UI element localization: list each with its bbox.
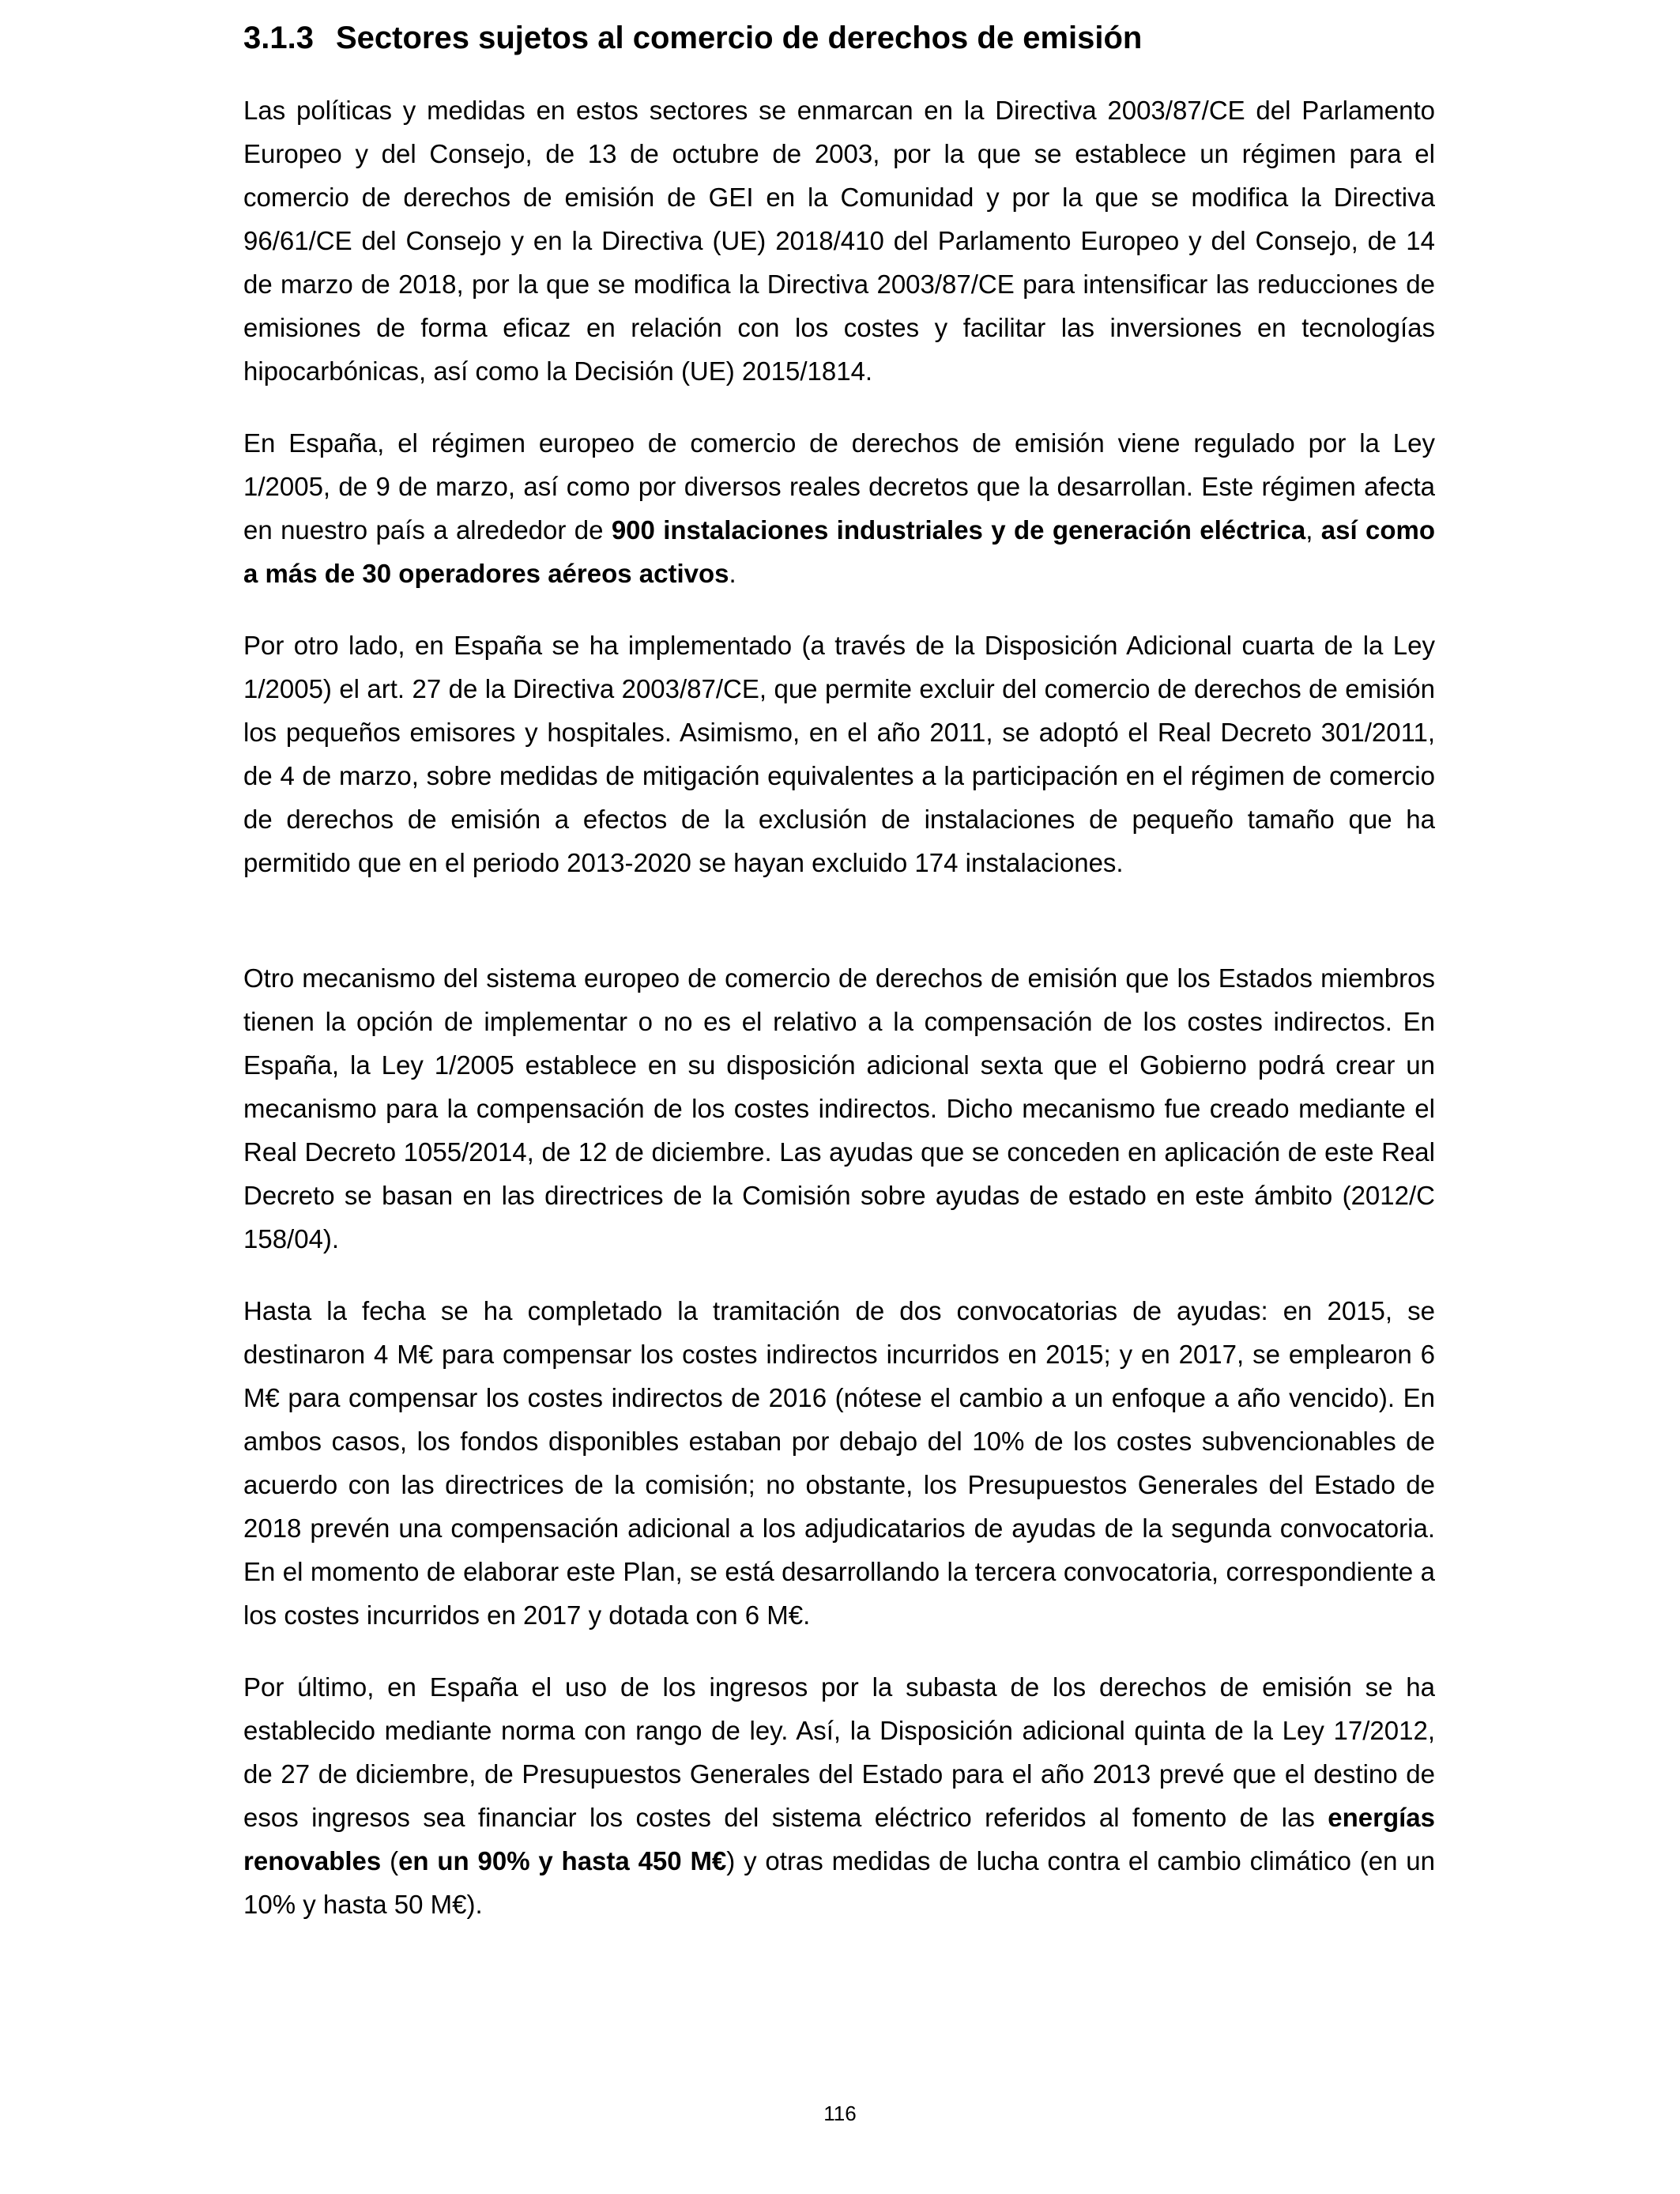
bold-renewables-share: en un 90% y hasta 450 M€ [398,1846,727,1875]
paragraph-text: Por último, en España el uso de los ingresos por la subasta de los derechos de emisión se ha establecido mediante norma con rango de ley. Así, la Disposición adicional quinta de la Ley 17/2012, de 27 de diciembre, de Presupuestos Generales del Estado para el año 2013 prevé que el destino de esos ingresos sea financiar los costes del sistema eléctrico referidos al fomento de las [243,1672,1435,1832]
paragraph-aid-calls: Hasta la fecha se ha completado la tramitación de dos convocatorias de ayudas: en 2015, se destinaron 4 M€ para compensar los costes indirectos incurridos en 2015; y en 2017, se emplearon 6 M€ para compensar los costes indirectos de 2016 (nótese el cambio a un enfoque a año vencido). En ambos casos, los fondos disponibles estaban por debajo del 10% de los costes subvencionables de acuerdo con las directrices de la comisión; no obstante, los Presupuestos Generales del Estado de 2018 prevén una compensación adicional a los adjudicatarios de ayudas de la segunda convocatoria. En el momento de elaborar este Plan, se está desarrollando la tercera convocatoria, correspondiente a los costes incurridos en 2017 y dotada con 6 M€. [243,1296,1435,1630]
section-number: 3.1.3 [243,21,314,55]
paragraph-auction-revenue [243,1665,1435,1926]
paragraph-text: , [1305,515,1321,545]
paragraph-text: ( [381,1846,399,1875]
paragraph-text: . [729,559,736,588]
section-title: Sectores sujetos al comercio de derechos de emisión [335,21,1143,55]
paragraph-text: En España, el régimen europeo de comercio de derechos de emisión viene regulado por la Ley 1/2005, de 9 de marzo, así como por diversos reales decretos que la desarrollan. Este régimen afecta en nuestro país a alrededor de [243,428,1435,545]
bold-renewables: energías renovables [243,1803,1435,1875]
paragraph-indirect-costs: Otro mecanismo del sistema europeo de comercio de derechos de emisión que los Estados miembros tienen la opción de implementar o no es el relativo a la compensación de los costes indirectos. En España, la Ley 1/2005 establece en su disposición adicional sexta que el Gobierno podrá crear un mecanismo para la compensación de los costes indirectos. Dicho mecanismo fue creado mediante el Real Decreto 1055/2014, de 12 de diciembre. Las ayudas que se conceden en aplicación de este Real Decreto se basan en las directrices de la Comisión sobre ayudas de estado en este ámbito (2012/C 158/04). [243,963,1435,1253]
bold-installations: 900 instalaciones industriales y de generación eléctrica [611,515,1306,545]
paragraph-exclusion: Por otro lado, en España se ha implementado (a través de la Disposición Adicional cuarta de la Ley 1/2005) el art. 27 de la Directiva 2003/87/CE, que permite excluir del comercio de derechos de emisión los pequeños emisores y hospitales. Asimismo, en el año 2011, se adoptó el Real Decreto 301/2011, de 4 de marzo, sobre medidas de mitigación equivalentes a la participación en el régimen de comercio de derechos de emisión a efectos de la exclusión de instalaciones de pequeño tamaño que ha permitido que en el periodo 2013-2020 se hayan excluido 174 instalaciones. [243,631,1435,877]
paragraph-spain-regime [243,421,1435,595]
bold-air-operators: así como a más de 30 operadores aéreos activos [243,515,1435,588]
paragraph-directive: Las políticas y medidas en estos sectores se enmarcan en la Directiva 2003/87/CE del Parlamento Europeo y del Consejo, de 13 de octubre de 2003, por la que se establece un régimen para el comercio de derechos de emisión de GEI en la Comunidad y por la que se modifica la Directiva 96/61/CE del Consejo y en la Directiva (UE) 2018/410 del Parlamento Europeo y del Consejo, de 14 de marzo de 2018, por la que se modifica la Directiva 2003/87/CE para intensificar las reducciones de emisiones de forma eficaz en relación con los costes y facilitar las inversiones en tecnologías hipocarbónicas, así como la Decisión (UE) 2015/1814. [243,96,1435,386]
paragraph-text: ) y otras medidas de lucha contra el cambio climático (en un 10% y hasta 50 M€). [243,1846,1435,1919]
section-heading [243,14,1142,62]
page-number: 116 [823,2102,857,2125]
